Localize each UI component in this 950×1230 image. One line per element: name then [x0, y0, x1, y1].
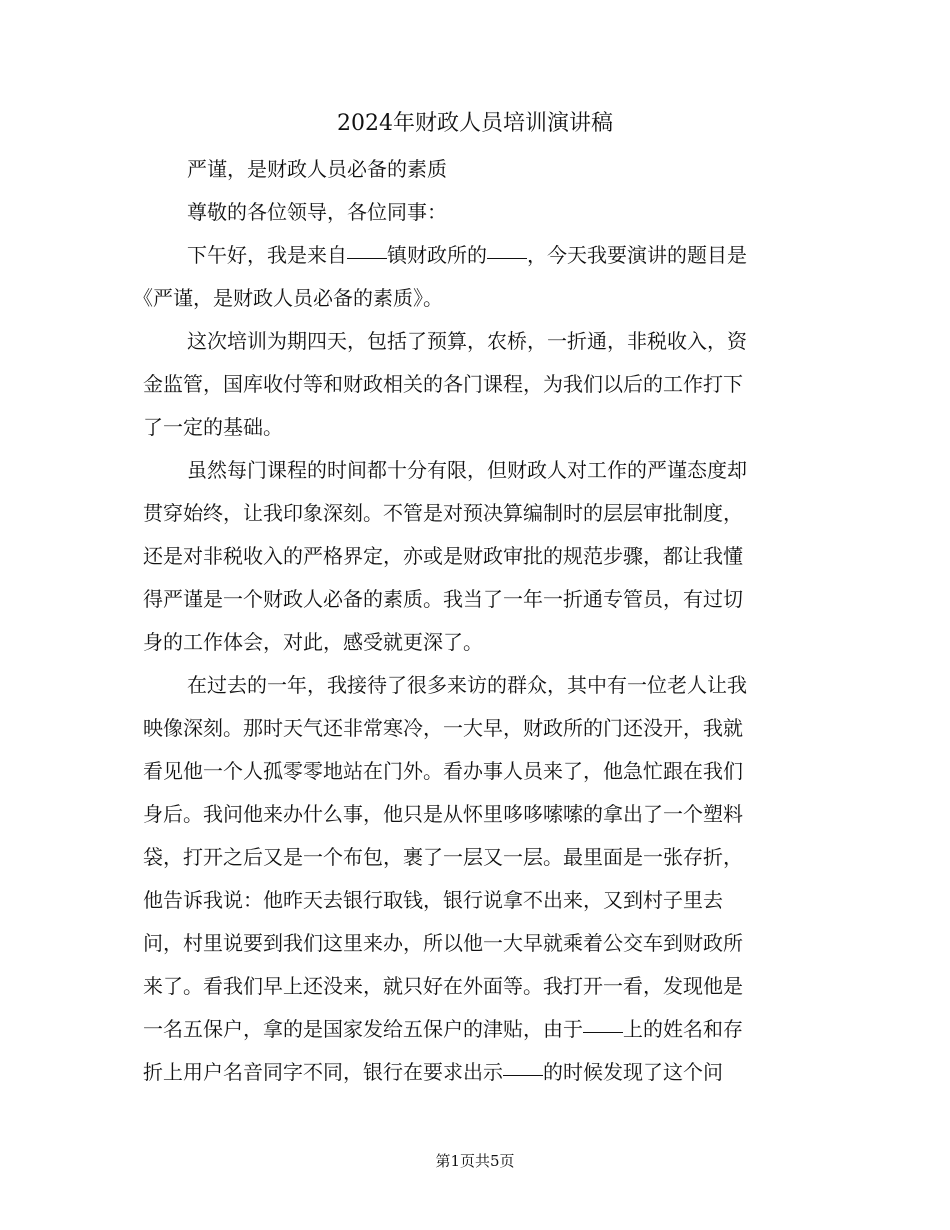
paragraph-line: 虽然每门课程的时间都十分有限，但财政人对工作的严谨态度却: [187, 458, 747, 482]
page-number-footer: 第1页共5页: [435, 1152, 515, 1170]
text-segment: 镇财政所的: [387, 243, 487, 267]
paragraph-4: [143, 664, 797, 1094]
paragraph-line: 这次培训为期四天，包括了预算，农桥，一折通，非税收入，资: [187, 329, 747, 353]
paragraph-3: [143, 449, 797, 664]
paragraph-line: 看见他一个人孤零零地站在门外。看办事人员来了，他急忙跟在我们: [143, 759, 743, 783]
text-segment: 折上用户名音同字不同，银行在要求出示: [143, 1060, 503, 1084]
paragraph-line: 得严谨是一个财政人必备的素质。我当了一年一折通专管员，有过切: [143, 587, 743, 611]
paragraph-line: 《严谨，是财政人员必备的素质》。: [133, 286, 443, 310]
paragraph-line: [143, 234, 797, 277]
paragraph-line: [143, 1008, 797, 1051]
paragraph-line: 金监管，国库收付等和财政相关的各门课程，为我们以后的工作打下: [143, 372, 743, 396]
paragraph-line: 了一定的基础。: [143, 415, 283, 439]
paragraph-line: 贯穿始终，让我印象深刻。不管是对预决算编制时的层层审批制度，: [143, 501, 743, 525]
fill-in-blank: [503, 1074, 543, 1076]
paragraph-line: 问，村里说要到我们这里来办，所以他一大早就乘着公交车到财政所: [143, 931, 743, 955]
document-body: [133, 148, 797, 1094]
paragraph-1: [133, 234, 797, 320]
salutation-paragraph: [143, 191, 797, 234]
paragraph-2: [143, 320, 797, 449]
subtitle-paragraph: [143, 148, 797, 191]
paragraph-line: 身后。我问他来办什么事，他只是从怀里哆哆嗦嗦的拿出了一个塑料: [143, 802, 743, 826]
salutation-line: 尊敬的各位领导，各位同事：: [187, 200, 447, 224]
fill-in-blank: [347, 257, 387, 259]
paragraph-line: 还是对非税收入的严格界定，亦或是财政审批的规范步骤，都让我懂: [143, 544, 743, 568]
text-segment: 上的姓名和存: [623, 1017, 743, 1041]
paragraph-line: 在过去的一年，我接待了很多来访的群众，其中有一位老人让我: [187, 673, 747, 697]
fill-in-blank: [487, 257, 527, 259]
paragraph-line: [143, 1051, 797, 1094]
text-segment: 一名五保户，拿的是国家发给五保户的津贴，由于: [143, 1017, 583, 1041]
fill-in-blank: [583, 1031, 623, 1033]
paragraph-line: 映像深刻。那时天气还非常寒冷，一大早，财政所的门还没开，我就: [143, 716, 743, 740]
paragraph-line: 袋，打开之后又是一个布包，裹了一层又一层。最里面是一张存折，: [143, 845, 743, 869]
document-title: 2024年财政人员培训演讲稿: [337, 111, 613, 136]
paragraph-line: 身的工作体会，对此，感受就更深了。: [143, 630, 483, 654]
text-segment: 下午好，我是来自: [187, 243, 347, 267]
text-segment: 的时候发现了这个问: [543, 1060, 723, 1084]
paragraph-line: 来了。看我们早上还没来，就只好在外面等。我打开一看，发现他是: [143, 974, 743, 998]
subtitle-line: 严谨，是财政人员必备的素质: [187, 157, 447, 181]
text-segment: ，今天我要演讲的题目是: [527, 243, 747, 267]
paragraph-line: 他告诉我说：他昨天去银行取钱，银行说拿不出来，又到村子里去: [143, 888, 723, 912]
